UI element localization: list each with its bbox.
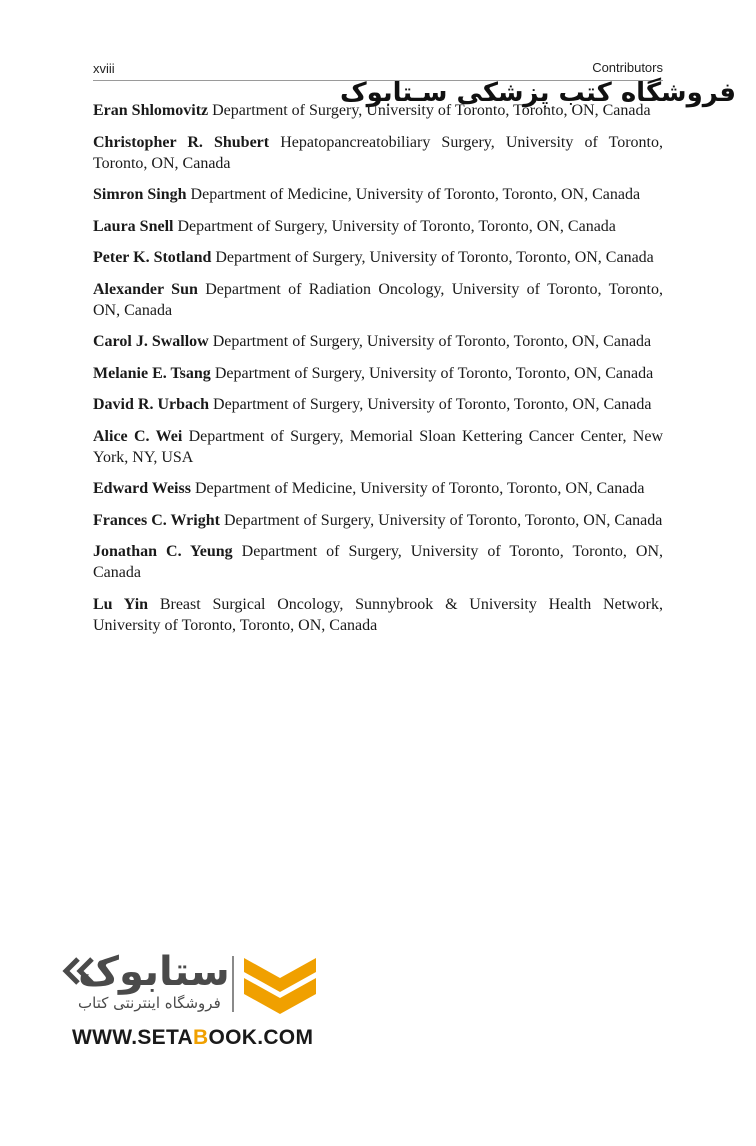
contributor-name: Frances C. Wright (93, 511, 220, 529)
logo-divider (232, 956, 234, 1012)
contributor-entry (93, 216, 663, 237)
contributor-entry (93, 247, 663, 268)
contributor-entry (93, 184, 663, 205)
contributor-name: Edward Weiss (93, 480, 191, 497)
contributor-name: Eran Shlomovitz (93, 102, 209, 119)
contributor-entry (93, 541, 663, 583)
contributor-entry (93, 426, 663, 468)
contributor-entry (93, 363, 663, 384)
running-title: Contributors (592, 60, 663, 75)
brand-name-fa: ستابوک (78, 949, 230, 995)
contributor-affiliation: Hepatopancreatobiliary Surgery, University of Toronto, Toronto, ON, Canada (93, 133, 663, 172)
contributor-affiliation: Department of Surgery, University of Toronto, Toronto, ON, Canada (93, 543, 663, 581)
contributor-name: Melanie E. Tsang (93, 364, 211, 382)
contributor-affiliation: Department of Surgery, University of Toronto, Toronto, ON, Canada (223, 511, 663, 529)
contributor-name: Alexander Sun (93, 280, 198, 298)
contributor-name: Peter K. Stotland (93, 249, 212, 266)
watermark-banner: فروشگاه کتب پزشکی سـتابوک (339, 78, 736, 108)
page-number: xviii (93, 61, 115, 76)
url-part-1: WWW.SETA (72, 1026, 193, 1049)
contributor-entry (93, 478, 663, 499)
contributor-list (93, 100, 663, 646)
url-accent: B (193, 1026, 209, 1049)
contributor-affiliation: Breast Surgical Oncology, Sunnybrook & University Health Network, University of Toronto, Toronto, ON, Canada (93, 595, 663, 634)
brand-tagline-fa: فروشگاه اینترنتی کتاب (78, 994, 221, 1012)
contributor-name: Christopher R. Shubert (93, 133, 270, 151)
book-chevron-icon (242, 954, 318, 1016)
contributor-entry (93, 594, 663, 636)
contributor-affiliation: Department of Surgery, University of Toronto, Toronto, ON, Canada (214, 364, 654, 382)
contributor-entry (93, 132, 663, 174)
contributor-affiliation: Department of Medicine, University of Toronto, Toronto, ON, Canada (190, 186, 641, 203)
contributor-affiliation: Department of Medicine, University of Toronto, Toronto, ON, Canada (194, 480, 645, 497)
contributor-name: Simron Singh (93, 186, 187, 203)
url-part-2: OOK.COM (208, 1026, 314, 1049)
contributor-affiliation: Department of Surgery, University of Toronto, Toronto, ON, Canada (212, 333, 652, 350)
contributor-entry (93, 331, 663, 352)
site-url (72, 1026, 313, 1050)
contributor-name: Laura Snell (93, 217, 174, 235)
contributor-name: Alice C. Wei (93, 427, 183, 445)
contributor-name: Lu Yin (93, 595, 149, 613)
contributor-name: David R. Urbach (93, 396, 210, 413)
contributor-entry (93, 100, 663, 121)
contributor-affiliation: Department of Radiation Oncology, University of Toronto, Toronto, ON, Canada (93, 280, 664, 319)
contributor-entry (93, 394, 663, 415)
contributor-affiliation: Department of Surgery, University of Toronto, Toronto, ON, Canada (215, 249, 654, 266)
contributor-affiliation: Department of Surgery, University of Toronto, Toronto, ON, Canada (213, 396, 652, 413)
contributor-name: Carol J. Swallow (93, 333, 209, 350)
contributor-entry (93, 279, 663, 321)
contributor-entry (93, 510, 663, 531)
contributor-affiliation: Department of Surgery, University of Toronto, Toronto, ON, Canada (177, 217, 616, 235)
contributor-affiliation: Department of Surgery, University of Toronto, Toronto, ON, Canada (212, 102, 651, 119)
contributor-name: Jonathan C. Yeung (93, 543, 233, 560)
contributor-affiliation: Department of Surgery, Memorial Sloan Kettering Cancer Center, New York, NY, USA (93, 427, 664, 466)
setabook-logo (60, 950, 330, 1060)
